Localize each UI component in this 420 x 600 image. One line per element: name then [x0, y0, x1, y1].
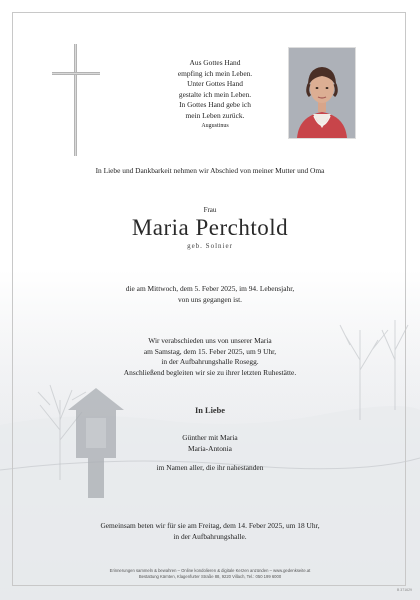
- footer-line: Erinnerungen sammeln & bewahren – Online kondolieren & digitale Kerzen anzünden – www.gedenkseite.at: [109, 568, 311, 573]
- prayer-line: in der Aufbahrungshalle.: [173, 531, 247, 541]
- poem-author: Augustinus: [201, 123, 229, 129]
- service-line: am Samstag, dem 15. Feber 2025, um 9 Uhr,: [143, 346, 277, 356]
- poem-line: gestalte ich mein Leben.: [178, 89, 252, 99]
- service-line: in der Aufbahrungshalle Rosegg.: [161, 357, 259, 366]
- prayer-line: Gemeinsam beten wir für sie am Freitag, dem 14. Feber 2025, um 18 Uhr,: [100, 521, 320, 530]
- family-member: Günther mit Maria: [182, 433, 238, 442]
- birth-name: geb. Solnier: [187, 242, 233, 250]
- service-text: [0, 336, 420, 378]
- poem-line: empfing ich mein Leben.: [177, 68, 253, 78]
- document-code: B 371629: [397, 588, 412, 592]
- footer-line: Bestattung Kärnten, Klagenfurter Straße 88, 9220 Villach, Tel.: 050 199 6000: [138, 574, 282, 579]
- service-line: Anschließend begleiten wir sie zu ihrer letzten Ruhestätte.: [123, 367, 297, 377]
- poem-line: In Gottes Hand gebe ich: [179, 100, 251, 109]
- farewell-text: In Liebe und Dankbarkeit nehmen wir Abschied von meiner Mutter und Oma: [95, 166, 325, 175]
- poem-line: Aus Gottes Hand: [189, 58, 241, 67]
- prayer-text: [0, 521, 420, 542]
- cross-icon: [52, 44, 100, 156]
- others-text: im Namen aller, die ihr nahestanden: [156, 463, 264, 472]
- in-liebe-heading: In Liebe: [194, 406, 226, 415]
- deceased-name: Maria Perchtold: [131, 215, 289, 240]
- family-member: Maria-Antonia: [188, 443, 232, 453]
- name-prefix: Frau: [203, 206, 217, 214]
- poem-line: mein Leben zurück.: [185, 110, 245, 120]
- portrait-photo: [289, 48, 355, 138]
- service-line: Wir verabschieden uns von unserer Maria: [148, 336, 272, 345]
- family-list: [0, 433, 420, 454]
- footer: [0, 568, 420, 580]
- passing-text: [0, 284, 420, 305]
- poem: [150, 58, 280, 131]
- passing-line: die am Mittwoch, dem 5. Feber 2025, im 94. Lebensjahr,: [125, 284, 295, 293]
- poem-line: Unter Gottes Hand: [187, 79, 243, 88]
- passing-line: von uns gegangen ist.: [177, 294, 243, 304]
